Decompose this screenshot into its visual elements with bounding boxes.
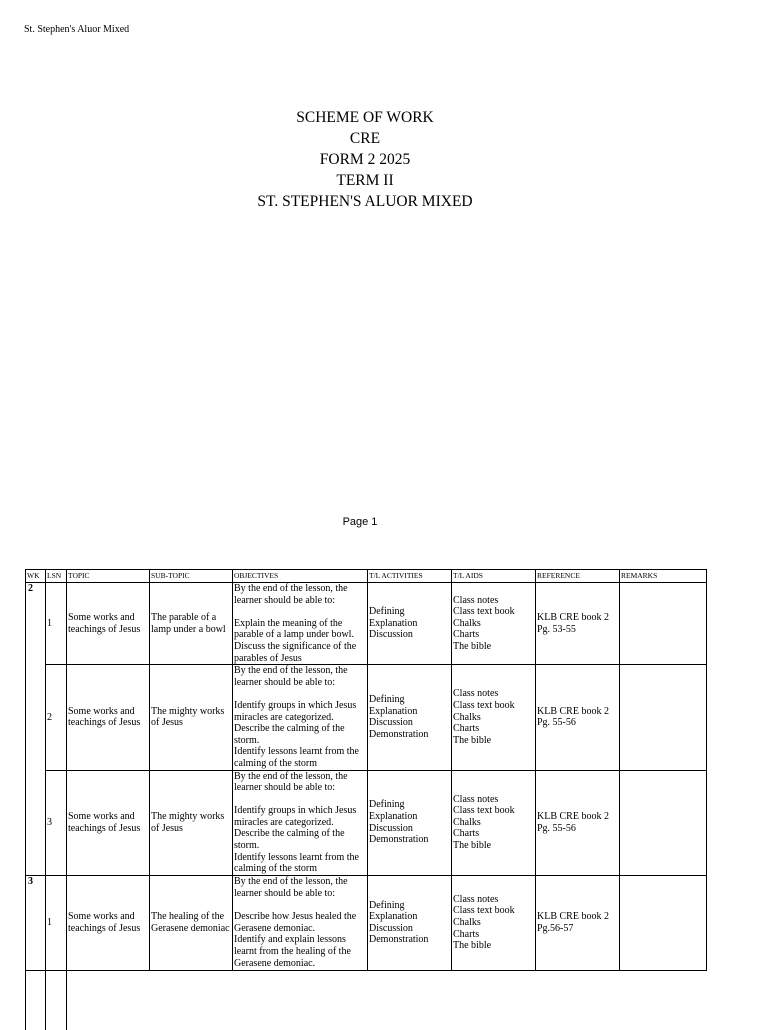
activities-cell-line: Discussion <box>369 717 450 729</box>
aids-cell <box>452 583 536 665</box>
activities-cell-line: Discussion <box>369 629 450 641</box>
objectives-cell <box>233 665 368 770</box>
objectives-cell-line: Identify and explain lessons learnt from the healing of the Gerasene demoniac. <box>234 934 366 969</box>
aids-cell-line: Chalks <box>453 917 534 929</box>
activities-cell-line: Demonstration <box>369 934 450 946</box>
title-line-subject: CRE <box>0 128 730 149</box>
aids-cell-line: Chalks <box>453 712 534 724</box>
aids-cell <box>452 665 536 770</box>
header-remarks: REMARKS <box>620 570 707 583</box>
objectives-cell-line: Describe the calming of the storm. <box>234 723 366 746</box>
objectives-cell-line <box>234 900 366 912</box>
aids-cell-line: Charts <box>453 929 534 941</box>
table-row <box>26 583 707 665</box>
title-block <box>0 107 730 212</box>
objectives-cell-line: By the end of the lesson, the learner should be able to: <box>234 771 366 794</box>
table-row <box>26 875 707 970</box>
activities-cell-line: Explanation <box>369 911 450 923</box>
subtopic-cell: The parable of a lamp under a bowl <box>150 583 233 665</box>
header-reference: REFERENCE <box>536 570 620 583</box>
header-objectives: OBJECTIVES <box>233 570 368 583</box>
remarks-cell <box>620 770 707 875</box>
subtopic-cell: The mighty works of Jesus <box>150 665 233 770</box>
activities-cell-line: Defining <box>369 694 450 706</box>
subtopic-cell: The healing of the Gerasene demoniac <box>150 875 233 970</box>
aids-cell-line: Charts <box>453 828 534 840</box>
table-body <box>26 583 707 1030</box>
activities-cell <box>368 665 452 770</box>
lesson-number: 3 <box>46 770 67 875</box>
objectives-cell-line: Identify groups in which Jesus miracles are categorized. <box>234 700 366 723</box>
document-header: St. Stephen's Aluor Mixed <box>24 24 129 35</box>
objectives-cell-line <box>234 606 366 618</box>
scheme-table <box>25 569 707 1030</box>
reference-cell-line: KLB CRE book 2 <box>537 911 618 923</box>
aids-cell-line: Chalks <box>453 817 534 829</box>
objectives-cell <box>233 770 368 875</box>
aids-cell-line: The bible <box>453 840 534 852</box>
activities-cell <box>368 583 452 665</box>
aids-cell-line: The bible <box>453 735 534 747</box>
activities-cell <box>368 770 452 875</box>
objectives-cell-line: Discuss the significance of the parables of Jesus <box>234 641 366 664</box>
topic-cell: Some works and teachings of Jesus <box>67 770 150 875</box>
reference-cell-line: Pg.56-57 <box>537 923 618 935</box>
remarks-cell <box>620 665 707 770</box>
objectives-cell-line: Identify lessons learnt from the calming of the storm <box>234 746 366 769</box>
reference-cell-line: KLB CRE book 2 <box>537 706 618 718</box>
header-subtopic: SUB-TOPIC <box>150 570 233 583</box>
objectives-cell-line <box>234 688 366 700</box>
page-number: Page 1 <box>0 516 720 528</box>
objectives-cell-line: Identify groups in which Jesus miracles are categorized. <box>234 805 366 828</box>
title-line-scheme: SCHEME OF WORK <box>0 107 730 128</box>
aids-cell-line: Charts <box>453 723 534 735</box>
table-row <box>26 770 707 875</box>
objectives-cell-line: By the end of the lesson, the learner should be able to: <box>234 876 366 899</box>
reference-cell-line: KLB CRE book 2 <box>537 811 618 823</box>
objectives-cell-line: Describe the calming of the storm. <box>234 828 366 851</box>
week-cell: 2 <box>26 583 46 876</box>
activities-cell-line: Explanation <box>369 618 450 630</box>
reference-cell-line: KLB CRE book 2 <box>537 612 618 624</box>
aids-cell-line: The bible <box>453 940 534 952</box>
aids-cell-line: Class text book <box>453 905 534 917</box>
activities-cell-line: Explanation <box>369 706 450 718</box>
header-lsn: LSN <box>46 570 67 583</box>
objectives-cell-line: By the end of the lesson, the learner should be able to: <box>234 583 366 606</box>
activities-cell <box>368 875 452 970</box>
reference-cell <box>536 875 620 970</box>
topic-cell: Some works and teachings of Jesus <box>67 665 150 770</box>
table-row <box>26 665 707 770</box>
objectives-cell <box>233 875 368 970</box>
aids-cell-line: Charts <box>453 629 534 641</box>
title-line-school: ST. STEPHEN'S ALUOR MIXED <box>0 191 730 212</box>
week-cell: 3 <box>26 875 46 970</box>
subtopic-cell: The mighty works of Jesus <box>150 770 233 875</box>
activities-cell-line: Explanation <box>369 811 450 823</box>
activities-cell-line: Demonstration <box>369 834 450 846</box>
activities-cell-line: Discussion <box>369 923 450 935</box>
lesson-number: 1 <box>46 875 67 970</box>
topic-cell: Some works and teachings of Jesus <box>67 583 150 665</box>
topic-cell: Some works and teachings of Jesus <box>67 875 150 970</box>
activities-cell-line: Defining <box>369 799 450 811</box>
activities-cell-line: Discussion <box>369 823 450 835</box>
objectives-cell-line: By the end of the lesson, the learner should be able to: <box>234 665 366 688</box>
reference-cell-line: Pg. 55-56 <box>537 823 618 835</box>
header-aids: T/L AIDS <box>452 570 536 583</box>
aids-cell-line: Class notes <box>453 688 534 700</box>
lesson-number: 2 <box>46 665 67 770</box>
continuation-wk <box>26 970 46 1030</box>
objectives-cell-line: Identify lessons learnt from the calming of the storm <box>234 852 366 875</box>
activities-cell-line: Demonstration <box>369 729 450 741</box>
reference-cell <box>536 583 620 665</box>
lesson-number: 1 <box>46 583 67 665</box>
objectives-cell-line: Describe how Jesus healed the Gerasene demoniac. <box>234 911 366 934</box>
title-line-term: TERM II <box>0 170 730 191</box>
continuation-rest <box>67 970 707 1030</box>
title-line-form: FORM 2 2025 <box>0 149 730 170</box>
activities-cell-line: Defining <box>369 900 450 912</box>
objectives-cell-line <box>234 794 366 806</box>
objectives-cell <box>233 583 368 665</box>
aids-cell <box>452 875 536 970</box>
header-activities: T/L ACTIVITIES <box>368 570 452 583</box>
aids-cell-line: Chalks <box>453 618 534 630</box>
objectives-cell-line: Explain the meaning of the parable of a lamp under bowl. <box>234 618 366 641</box>
activities-cell-line: Defining <box>369 606 450 618</box>
reference-cell-line: Pg. 55-56 <box>537 717 618 729</box>
aids-cell-line: Class text book <box>453 606 534 618</box>
remarks-cell <box>620 583 707 665</box>
aids-cell-line: Class notes <box>453 894 534 906</box>
table-row-continuation <box>26 970 707 1030</box>
aids-cell-line: Class text book <box>453 805 534 817</box>
header-topic: TOPIC <box>67 570 150 583</box>
reference-cell-line: Pg. 53-55 <box>537 624 618 636</box>
reference-cell <box>536 665 620 770</box>
table-header-row <box>26 570 707 583</box>
aids-cell-line: Class notes <box>453 794 534 806</box>
continuation-lsn <box>46 970 67 1030</box>
header-wk: WK <box>26 570 46 583</box>
aids-cell-line: Class notes <box>453 595 534 607</box>
aids-cell-line: The bible <box>453 641 534 653</box>
aids-cell-line: Class text book <box>453 700 534 712</box>
remarks-cell <box>620 875 707 970</box>
reference-cell <box>536 770 620 875</box>
aids-cell <box>452 770 536 875</box>
